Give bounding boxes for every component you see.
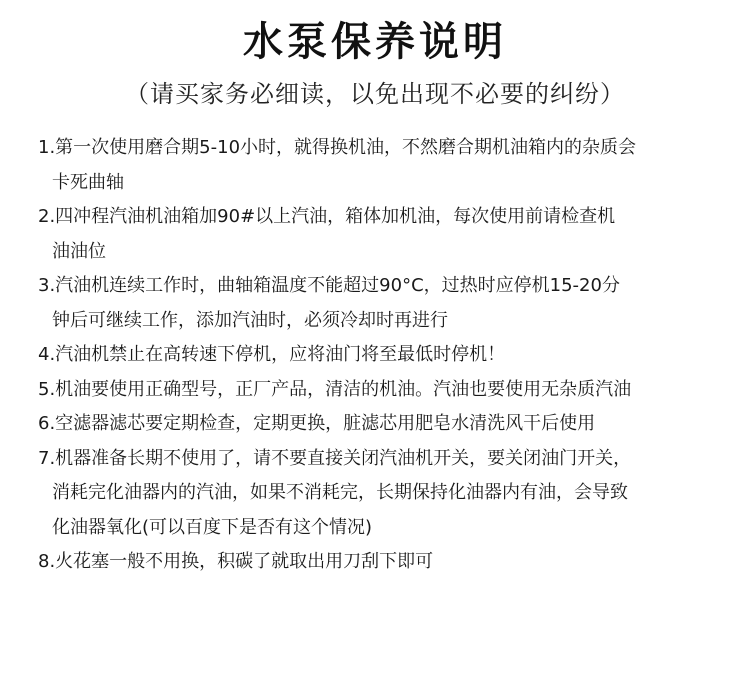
item-line: 油油位: [52, 240, 106, 262]
maintenance-item-6: [38, 407, 728, 442]
maintenance-item-8: [38, 545, 728, 580]
item-line: 化油器氧化(可以百度下是否有这个情况): [52, 516, 373, 538]
item-line: 8.火花塞一般不用换，积碳了就取出用刀刮下即可: [38, 551, 434, 572]
maintenance-list: [38, 131, 728, 580]
item-line: 7.机器准备长期不使用了，请不要直接关闭汽油机开关，要关闭油门开关，: [38, 447, 632, 469]
item-line: 1.第一次使用磨合期5-10小时，就得换机油，不然磨合期机油箱内的杂质会: [38, 137, 637, 158]
page-title: 水泵保养说明: [243, 19, 507, 65]
item-line: 钟后可继续工作，添加汽油时，必须冷却时再进行: [52, 309, 448, 331]
maintenance-item-1: [38, 131, 728, 200]
maintenance-item-3: [38, 269, 728, 338]
item-line: 消耗完化油器内的汽油，如果不消耗完，长期保持化油器内有油，会导致: [52, 482, 628, 503]
item-line: 3.汽油机连续工作时，曲轴箱温度不能超过90°C，过热时应停机15-20分: [38, 275, 620, 296]
item-line: 4.汽油机禁止在高转速下停机，应将油门将至最低时停机！: [38, 344, 506, 365]
item-line: 6.空滤器滤芯要定期检查，定期更换，脏滤芯用肥皂水清洗风干后使用: [38, 413, 596, 434]
item-line: 2.四冲程汽油机油箱加90#以上汽油，箱体加机油，每次使用前请检查机: [38, 206, 616, 227]
item-line: 5.机油要使用正确型号，正厂产品，清洁的机油。汽油也要使用无杂质汽油: [38, 378, 632, 400]
item-line: 卡死曲轴: [52, 171, 124, 193]
maintenance-item-2: [38, 200, 728, 269]
maintenance-item-7: [38, 442, 728, 546]
page-subtitle: （请买家务必细读，以免出现不必要的纠纷）: [125, 80, 625, 108]
maintenance-item-4: [38, 338, 728, 373]
maintenance-item-5: [38, 373, 728, 408]
